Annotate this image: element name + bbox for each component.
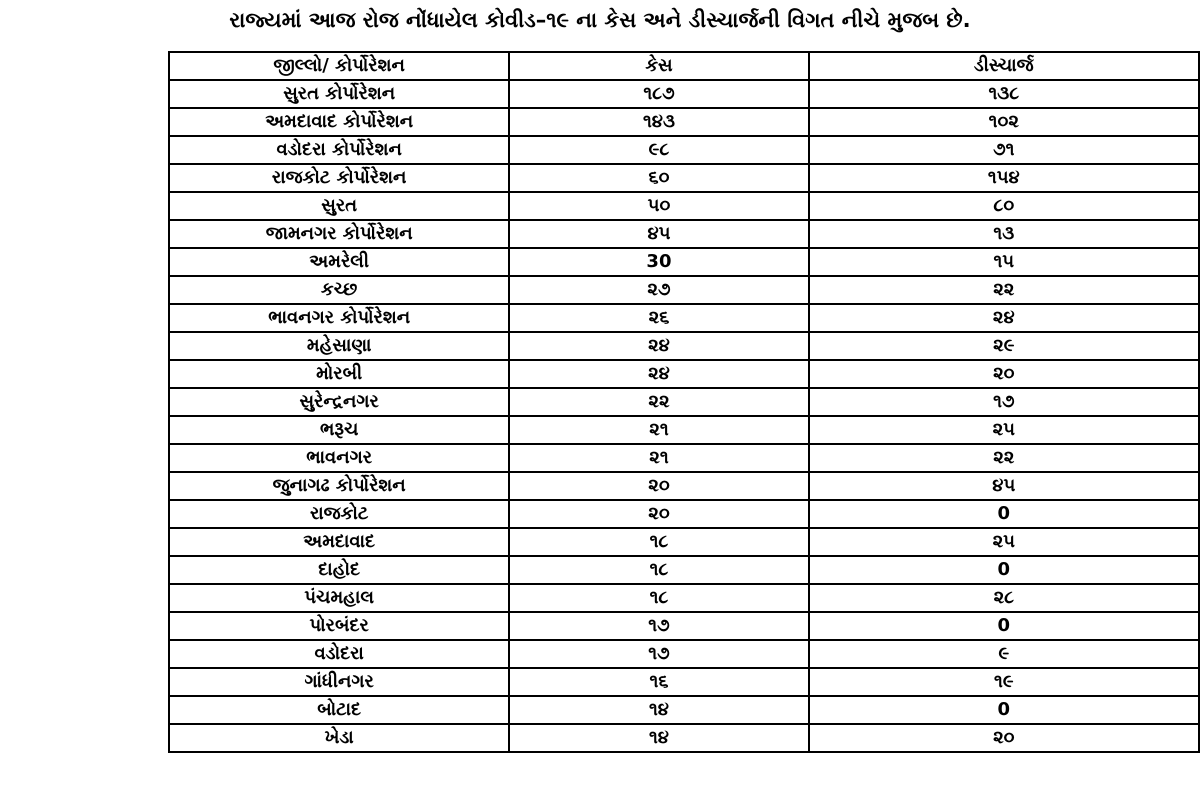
district-cell: અમરેલી	[169, 248, 509, 276]
cases-cell: ૯૮	[509, 136, 808, 164]
cases-cell: ૨૭	[509, 276, 808, 304]
district-cell: ભાવનગર કોર્પોરેશન	[169, 304, 509, 332]
cases-cell: ૧૬	[509, 668, 808, 696]
table-row	[169, 220, 1199, 248]
district-cell: રાજકોટ	[169, 500, 509, 528]
table-row	[169, 108, 1199, 136]
district-cell: અમદાવાદ	[169, 528, 509, 556]
cases-cell: ૨૦	[509, 472, 808, 500]
cases-cell: ૨૬	[509, 304, 808, 332]
district-cell: ભાવનગર	[169, 444, 509, 472]
discharge-cell: 0	[809, 500, 1199, 528]
table-row	[169, 444, 1199, 472]
table-header-row	[169, 52, 1199, 80]
cases-cell: ૧૮	[509, 584, 808, 612]
table-row	[169, 276, 1199, 304]
discharge-cell: ૧૦૨	[809, 108, 1199, 136]
district-cell: મોરબી	[169, 360, 509, 388]
district-cell: બોટાદ	[169, 696, 509, 724]
header-cases: કેસ	[509, 52, 808, 80]
district-cell: દાહોદ	[169, 556, 509, 584]
table-row	[169, 724, 1199, 752]
cases-cell: ૨૨	[509, 388, 808, 416]
discharge-cell: ૧૯	[809, 668, 1199, 696]
discharge-cell: ૨૦	[809, 360, 1199, 388]
discharge-cell: ૨૨	[809, 444, 1199, 472]
covid-cases-table	[168, 51, 1200, 753]
district-cell: રાજકોટ કોર્પોરેશન	[169, 164, 509, 192]
table-row	[169, 388, 1199, 416]
cases-cell: ૧૮	[509, 556, 808, 584]
cases-cell: ૧૪૩	[509, 108, 808, 136]
district-cell: વડોદરા કોર્પોરેશન	[169, 136, 509, 164]
cases-cell: ૧૮૭	[509, 80, 808, 108]
table-row	[169, 136, 1199, 164]
table-body	[169, 80, 1199, 752]
table-row	[169, 360, 1199, 388]
discharge-cell: ૨૫	[809, 416, 1199, 444]
district-cell: ભરૂચ	[169, 416, 509, 444]
table-row	[169, 192, 1199, 220]
cases-cell: ૧૪	[509, 696, 808, 724]
discharge-cell: ૯	[809, 640, 1199, 668]
table-row	[169, 668, 1199, 696]
discharge-cell: ૧૫૪	[809, 164, 1199, 192]
discharge-cell: ૭૧	[809, 136, 1199, 164]
table-row	[169, 612, 1199, 640]
district-cell: ખેડા	[169, 724, 509, 752]
cases-cell: ૪૫	[509, 220, 808, 248]
discharge-cell: ૨૮	[809, 584, 1199, 612]
discharge-cell: ૧૩	[809, 220, 1199, 248]
discharge-cell: 0	[809, 696, 1199, 724]
district-cell: પંચમહાલ	[169, 584, 509, 612]
district-cell: પોરબંદર	[169, 612, 509, 640]
discharge-cell: ૨૫	[809, 528, 1199, 556]
table-row	[169, 248, 1199, 276]
cases-cell: ૧૭	[509, 640, 808, 668]
table-row	[169, 416, 1199, 444]
page-title: રાજ્યમાં આજ રોજ નોંધાયેલ કોવીડ–૧૯ ના કેસ અને ડીસ્ચાર્જની વિગત નીચે મુજબ છે.	[229, 8, 971, 32]
table-row	[169, 556, 1199, 584]
district-cell: અમદાવાદ કોર્પોરેશન	[169, 108, 509, 136]
discharge-cell: ૨૯	[809, 332, 1199, 360]
cases-cell: ૧૮	[509, 528, 808, 556]
covid-table-container	[168, 51, 1200, 753]
cases-cell: ૨૪	[509, 360, 808, 388]
discharge-cell: ૨૪	[809, 304, 1199, 332]
district-cell: વડોદરા	[169, 640, 509, 668]
district-cell: સુરત કોર્પોરેશન	[169, 80, 509, 108]
cases-cell: ૨૪	[509, 332, 808, 360]
cases-cell: ૬૦	[509, 164, 808, 192]
district-cell: ગાંધીનગર	[169, 668, 509, 696]
district-cell: કચ્છ	[169, 276, 509, 304]
cases-cell: ૨૧	[509, 416, 808, 444]
cases-cell: 30	[509, 248, 808, 276]
discharge-cell: ૧૭	[809, 388, 1199, 416]
discharge-cell: ૮૦	[809, 192, 1199, 220]
table-row	[169, 584, 1199, 612]
district-cell: જામનગર કોર્પોરેશન	[169, 220, 509, 248]
table-row	[169, 304, 1199, 332]
district-cell: સુરેન્દ્રનગર	[169, 388, 509, 416]
discharge-cell: ૧૫	[809, 248, 1199, 276]
header-discharge: ડીસ્ચાર્જ	[809, 52, 1199, 80]
cases-cell: ૨૧	[509, 444, 808, 472]
cases-cell: ૫૦	[509, 192, 808, 220]
district-cell: મહેસાણા	[169, 332, 509, 360]
district-cell: જુનાગઢ કોર્પોરેશન	[169, 472, 509, 500]
discharge-cell: 0	[809, 556, 1199, 584]
table-row	[169, 696, 1199, 724]
table-row	[169, 640, 1199, 668]
table-row	[169, 528, 1199, 556]
table-row	[169, 500, 1199, 528]
cases-cell: ૨૦	[509, 500, 808, 528]
discharge-cell: ૨૨	[809, 276, 1199, 304]
table-row	[169, 164, 1199, 192]
header-district: જીલ્લો/ કોર્પોરેશન	[169, 52, 509, 80]
district-cell: સુરત	[169, 192, 509, 220]
cases-cell: ૧૭	[509, 612, 808, 640]
table-row	[169, 80, 1199, 108]
cases-cell: ૧૪	[509, 724, 808, 752]
discharge-cell: 0	[809, 612, 1199, 640]
discharge-cell: ૪૫	[809, 472, 1199, 500]
table-row	[169, 332, 1199, 360]
discharge-cell: ૧૩૮	[809, 80, 1199, 108]
table-row	[169, 472, 1199, 500]
discharge-cell: ૨૦	[809, 724, 1199, 752]
